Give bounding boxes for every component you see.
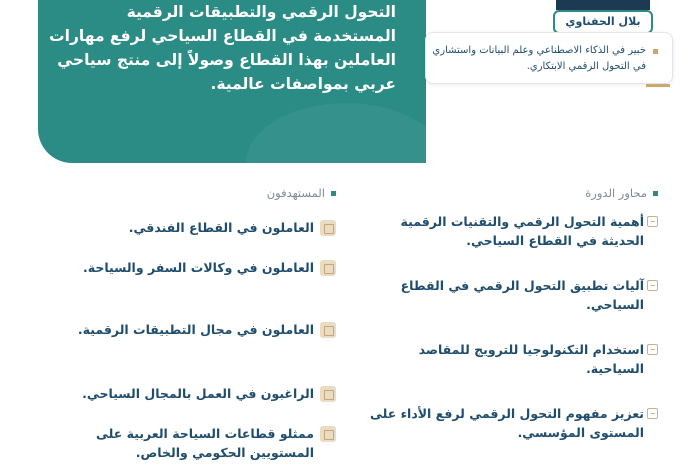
- target-text: الراغبون في العمل بالمجال السياحي.: [82, 386, 314, 401]
- document-icon: [647, 280, 658, 291]
- apps-icon: [320, 322, 336, 338]
- trainer-photo: [556, 0, 650, 10]
- target-text: العاملون في مجال التطبيقات الرقمية.: [77, 322, 314, 337]
- accent-divider: [646, 84, 670, 87]
- target-item: [56, 320, 336, 339]
- course-axes-heading: [585, 186, 658, 200]
- course-axis-text: تعزيز مفهوم التحول الرقمي لرفع الأداء على المستوى المؤسسي.: [370, 406, 644, 440]
- organization-icon: [320, 426, 336, 442]
- course-axes-heading-label: محاور الدورة: [585, 186, 647, 200]
- course-axis-text: أهمية التحول الرقمي والتقنيات الرقمية الحديثة في القطاع السياحي.: [400, 214, 644, 248]
- trainer-name: بلال الحفناوي: [553, 10, 653, 34]
- target-text: العاملون في وكالات السفر والسياحة.: [83, 260, 314, 275]
- square-bullet-icon: [331, 191, 336, 196]
- target-text: ممثلو قطاعات السياحة العربية على المستويين الحكومي والخاص.: [96, 426, 314, 460]
- square-bullet-icon: [653, 191, 658, 196]
- targets-heading: [267, 186, 336, 200]
- target-item: [56, 424, 336, 462]
- target-text: العاملون في القطاع الفندقي.: [128, 220, 314, 235]
- bullet-icon: [653, 49, 658, 54]
- trainer-bio: خبير في الذكاء الاصطناعي وعلم البيانات واستشاري في التحول الرقمي الابتكاري.: [432, 45, 646, 72]
- course-axis-item: [366, 212, 658, 250]
- document-icon: [647, 344, 658, 355]
- intro-banner: [38, 0, 426, 163]
- document-icon: [647, 408, 658, 419]
- travel-icon: [320, 260, 336, 276]
- trainer-bio-card: [425, 32, 673, 84]
- banner-text: التحول الرقمي والتطبيقات الرقمية المستخدمة في القطاع السياحي لرفع مهارات العاملين بهذا القطاع وصولاً إلى منتج سياحي عربي بمواصفات عالمية.: [49, 3, 396, 93]
- document-icon: [647, 216, 658, 227]
- course-axis-item: [366, 276, 658, 314]
- targets-heading-label: المستهدفون: [266, 186, 325, 200]
- target-item: [56, 384, 336, 403]
- course-axis-item: [366, 340, 658, 378]
- hotel-icon: [320, 220, 336, 236]
- target-item: [56, 218, 336, 237]
- tourism-icon: [320, 386, 336, 402]
- course-axis-text: استخدام التكنولوجيا للترويج للمقاصد السياحية.: [418, 342, 644, 376]
- course-axis-item: [366, 404, 658, 442]
- target-item: [56, 258, 336, 277]
- course-axis-text: آليات تطبيق التحول الرقمي في القطاع السياحي.: [400, 278, 644, 312]
